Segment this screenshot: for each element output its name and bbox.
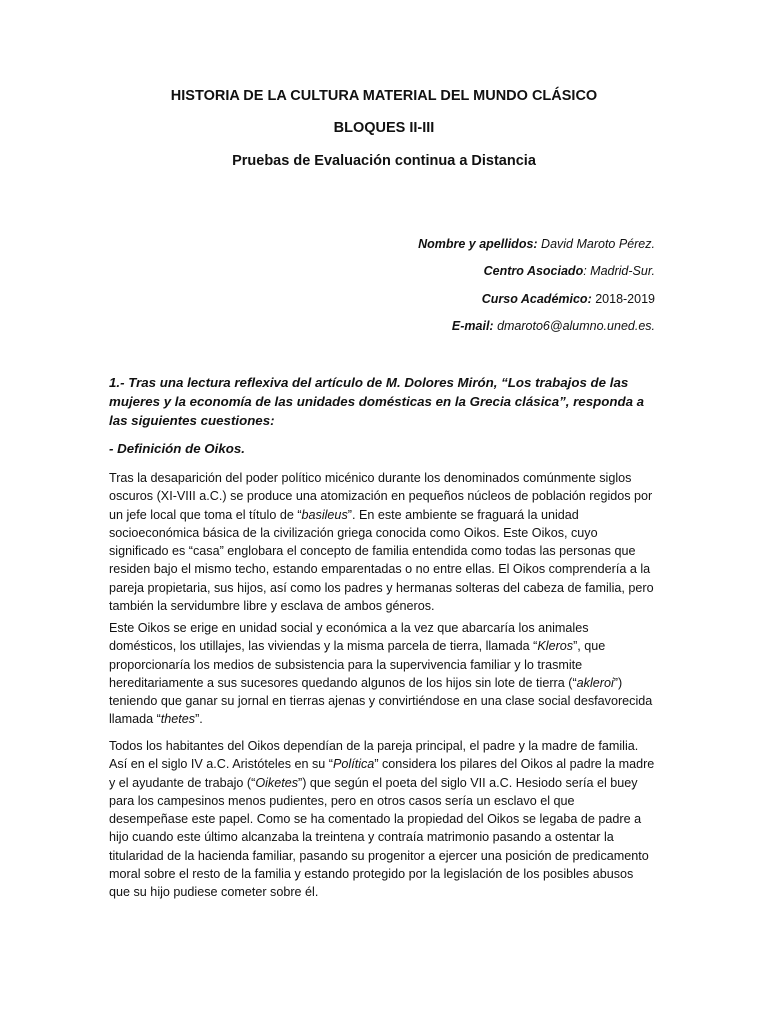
student-name-line (418, 237, 655, 251)
question-line-3: las siguientes cuestiones: (109, 413, 275, 428)
student-course-value: 2018-2019 (591, 292, 655, 306)
paragraph-1-text-c: ”. En este ambiente se fraguará la unidad socioeconómica básica de la civilización griega conocida como Oikos. Este Oikos, cuyo significado es “casa” englobara el concepto de familia entendida como todas las personas que residen bajo el mismo techo, estando emparentadas o no entre ellas. El Oikos comprendería a la pareja propietaria, sus hijos, así como los padres y hermanas solteras del cabeza de familia, pero también la servidumbre libre y esclava de ambos géneros. (109, 507, 654, 614)
student-course-line (482, 292, 655, 306)
document-blocks: BLOQUES II-III (333, 120, 435, 136)
student-center-value: : Madrid-Sur. (583, 264, 655, 278)
student-email-line (452, 319, 655, 333)
document-title: HISTORIA DE LA CULTURA MATERIAL DEL MUNDO CLÁSICO (170, 88, 598, 104)
question-line-2: mujeres y la economía de las unidades domésticas en la Grecia clásica”, responda a (109, 394, 645, 409)
student-center-label: Centro Asociado (483, 264, 584, 278)
paragraph-1 (109, 469, 657, 615)
paragraph-2-term-thetes: thetes (160, 712, 196, 727)
document-subtitle: Pruebas de Evaluación continua a Distancia (232, 153, 536, 169)
paragraph-2-text-a: Este Oikos se erige en unidad social y económica a la vez que abarcaría los animales domésticos, los utillajes, las viviendas y la misma parcela de tierra, llamada “ (109, 621, 589, 654)
paragraph-3 (109, 737, 657, 902)
paragraph-3-term-oiketes: Oiketes (255, 775, 299, 790)
paragraph-2-term-kleros: Kleros (537, 639, 574, 654)
paragraph-1-text-a: Tras la desaparición del poder político micénico durante los denominados comúnmente siglos oscuros (XI-VIII a.C.) se produce una atomización en pequeños núcleos de población regidos por un jefe local que toma el título de “ (109, 471, 653, 522)
paragraph-1-term-basileus: basileus (301, 507, 348, 522)
student-email-value: dmaroto6@alumno.uned.es. (493, 319, 655, 333)
student-center-line (484, 264, 655, 278)
paragraph-2 (109, 619, 657, 729)
question-line-1: 1.- Tras una lectura reflexiva del artículo de M. Dolores Mirón, “Los trabajos de las (109, 375, 629, 390)
paragraph-3-text-e: ”) que según el poeta del siglo VII a.C. Hesiodo sería el buey para los campesinos menos pudientes, pero en otros casos sería un esclavo el que desempeñase este papel. Como se ha comentado la propiedad del Oikos se legaba de padre a hijo cuando este último alcanzaba la treintena y contraía matrimonio pasando a ostentar la titularidad de la hacienda familiar, pasando su progenitor a ejercer una posición de predicamento moral sobre el resto de la familia y estando protegido por la legislación de los posibles abusos que su hijo pudiese cometer sobre él. (109, 775, 649, 900)
paragraph-2-text-e: ”) teniendo que ganar su jornal en tierras ajenas y convirtiéndose en una clase social desfavorecida llamada “ (109, 675, 653, 727)
question-text (109, 373, 654, 430)
section-heading: - Definición de Oikos. (109, 441, 245, 456)
student-name-label: Nombre y apellidos: (418, 237, 538, 251)
paragraph-3-text-a: Todos los habitantes del Oikos dependían de la pareja principal, el padre y la madre de familia. Así en el siglo IV a.C. Aristóteles en su “ (109, 739, 639, 772)
paragraph-2-text-g: ”. (195, 712, 203, 727)
paragraph-2-term-akleroi: akleroi (576, 675, 614, 690)
paragraph-3-text-c: ” considera los pilares del Oikos al padre la madre y el ayudante de trabajo (“ (109, 757, 655, 790)
paragraph-3-term-politica: Política (333, 757, 375, 772)
student-course-label: Curso Académico: (481, 292, 592, 306)
student-email-label: E-mail: (451, 319, 494, 333)
student-name-value: David Maroto Pérez. (537, 237, 655, 251)
paragraph-2-text-c: ”, que proporcionaría los medios de subsistencia para la supervivencia familiar y lo trasmite hereditariamente a sus sucesores quedando algunos de los hijos sin lote de tierra (“ (109, 639, 606, 690)
